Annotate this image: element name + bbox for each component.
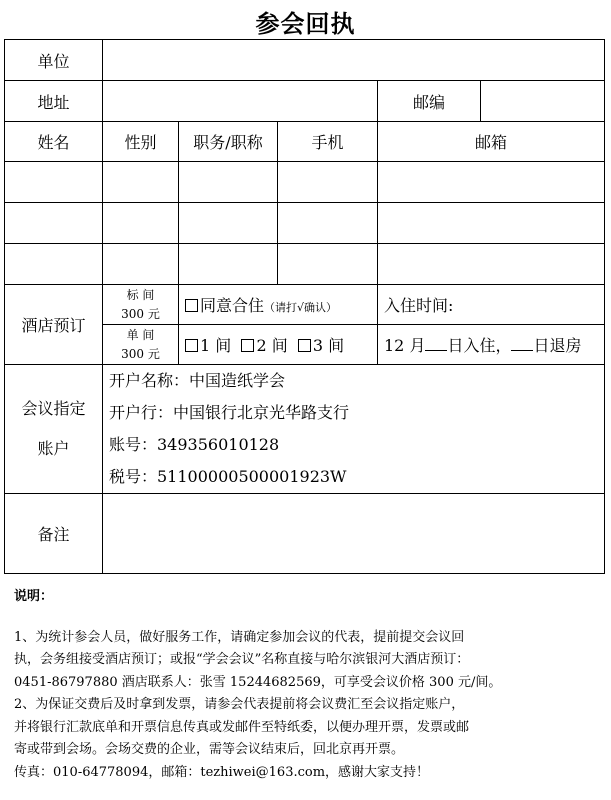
notes-line: 执，会务组接受酒店预订；或报“学会会议”名称直接与哈尔滨银河大酒店预订： — [14, 652, 470, 667]
standard-room-label: 标 间 — [126, 287, 155, 302]
account-label — [5, 365, 103, 494]
table-row — [5, 244, 605, 285]
checkout-day-blank[interactable] — [511, 336, 533, 351]
account-info — [103, 365, 605, 494]
remarks-label: 备注 — [5, 494, 103, 574]
room-3-label: 3 间 — [312, 336, 345, 355]
notes-line: 寄或带到会场。会场交费的企业，需等会议结束后，回北京再开票。 — [14, 742, 405, 757]
checkin-dates-cell — [378, 325, 605, 365]
room-count-cell — [179, 325, 378, 365]
header-gender: 性别 — [103, 122, 179, 162]
room-3-checkbox[interactable] — [298, 339, 311, 352]
hotel-label: 酒店预订 — [5, 285, 103, 365]
single-room-price: 300 元 — [121, 346, 160, 361]
account-bank: 开户行：中国银行北京光华路支行 — [109, 403, 350, 422]
checkin-text: 日入住， — [447, 336, 512, 355]
gender-cell[interactable] — [103, 162, 179, 203]
share-text: 同意合住 — [200, 296, 265, 315]
notes-line: 传真：010-64778094，邮箱：tezhiwei@163.com，感谢大家支持！ — [14, 764, 430, 780]
checkin-label: 入住时间: — [378, 285, 605, 325]
address-field[interactable] — [103, 81, 378, 122]
single-room-label: 单 间 — [126, 327, 155, 342]
name-cell[interactable] — [5, 162, 103, 203]
account-name: 开户名称：中国造纸学会 — [109, 371, 286, 390]
email-cell[interactable] — [378, 162, 605, 203]
mobile-cell[interactable] — [278, 162, 378, 203]
share-room-cell — [179, 285, 378, 325]
notes-line: 0451-86797880 酒店联系人：张雪 15244682569，可享受会议价格 300 元/间。 — [14, 674, 502, 690]
mobile-cell[interactable] — [278, 244, 378, 285]
table-row — [5, 203, 605, 244]
notes-line: 1、为统计参会人员，做好服务工作，请确定参加会议的代表，提前提交会议回 — [14, 629, 465, 645]
registration-form — [4, 39, 605, 574]
account-label-line2: 账户 — [37, 439, 70, 458]
header-title: 职务/职称 — [179, 122, 278, 162]
room-1-checkbox[interactable] — [185, 339, 198, 352]
address-label: 地址 — [5, 81, 103, 122]
title-cell[interactable] — [179, 203, 278, 244]
unit-field[interactable] — [103, 40, 605, 81]
postcode-label: 邮编 — [378, 81, 481, 122]
share-hint: （请打√确认） — [264, 301, 338, 314]
share-checkbox[interactable] — [185, 299, 198, 312]
header-name: 姓名 — [5, 122, 103, 162]
room-1-label: 1 间 — [200, 336, 232, 355]
header-email: 邮箱 — [378, 122, 605, 162]
page-title: 参会回执 — [255, 10, 356, 38]
name-cell[interactable] — [5, 203, 103, 244]
account-label-line1: 会议指定 — [21, 399, 86, 418]
unit-label: 单位 — [5, 40, 103, 81]
title-cell[interactable] — [179, 244, 278, 285]
account-tax-number: 税号：51100000500001923W — [109, 467, 347, 486]
single-room-cell — [103, 325, 179, 365]
remarks-field[interactable] — [103, 494, 605, 574]
postcode-field[interactable] — [481, 81, 605, 122]
title-cell[interactable] — [179, 162, 278, 203]
gender-cell[interactable] — [103, 244, 179, 285]
checkin-month: 12 月 — [384, 336, 426, 355]
gender-cell[interactable] — [103, 203, 179, 244]
room-2-checkbox[interactable] — [241, 339, 254, 352]
name-cell[interactable] — [5, 244, 103, 285]
checkout-text: 日退房 — [533, 336, 582, 355]
mobile-cell[interactable] — [278, 203, 378, 244]
standard-room-price: 300 元 — [121, 306, 160, 321]
room-2-label: 2 间 — [256, 336, 288, 355]
account-number: 账号：349356010128 — [109, 435, 280, 454]
email-cell[interactable] — [378, 203, 605, 244]
checkin-day-blank[interactable] — [425, 336, 447, 351]
notes-section — [14, 586, 599, 784]
email-cell[interactable] — [378, 244, 605, 285]
table-row — [5, 162, 605, 203]
standard-room-cell — [103, 285, 179, 325]
notes-line: 并将银行汇款底单和开票信息传真或发邮件至特纸委，以便办理开票，发票或邮 — [14, 719, 470, 735]
notes-heading: 说明： — [14, 589, 54, 604]
header-mobile: 手机 — [278, 122, 378, 162]
notes-line: 2、为保证交费后及时拿到发票，请参会代表提前将会议费汇至会议指定账户， — [14, 697, 465, 712]
